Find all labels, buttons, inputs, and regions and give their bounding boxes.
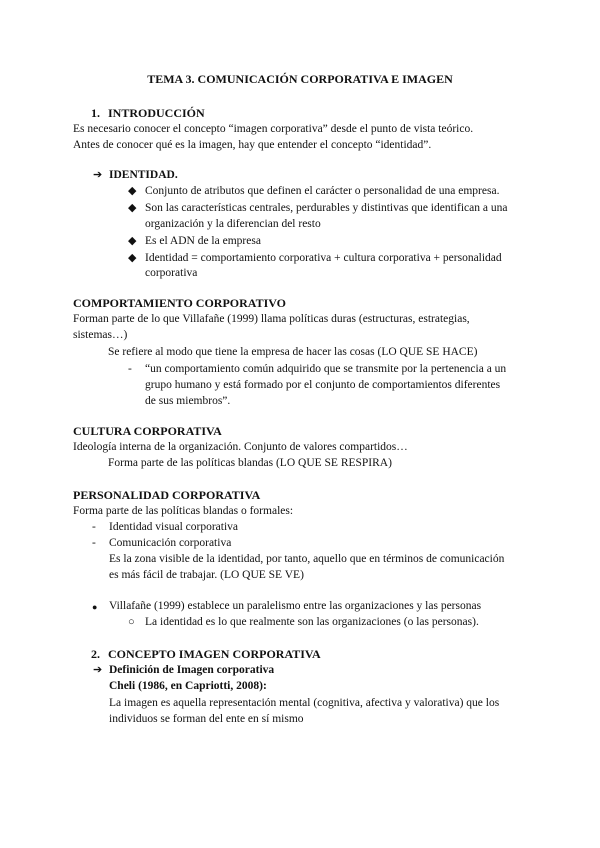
list-item: Conjunto de atributos que definen el carácter o personalidad de una empresa. — [145, 185, 500, 197]
list-item-continuation: organización y la diferencian del resto — [145, 218, 321, 230]
list-item: La identidad es lo que realmente son las organizaciones (o las personas). — [145, 616, 479, 628]
paragraph-line: Se refiere al modo que tiene la empresa de hacer las cosas (LO QUE SE HACE) — [108, 346, 478, 358]
arrow-bullet-icon: ➔ — [93, 169, 103, 181]
dash-bullet: - — [92, 521, 96, 533]
list-item: Villafañe (1999) establece un paralelismo entre las organizaciones y las personas — [109, 600, 482, 612]
arrow-bullet-icon: ➔ — [93, 664, 103, 676]
list-item-continuation: Es la zona visible de la identidad, por tanto, aquello que en términos de comunicación — [109, 553, 505, 565]
paragraph-line: La imagen es aquella representación mental (cognitiva, afectiva y valorativa) que los — [109, 697, 500, 709]
dash-bullet: - — [128, 363, 132, 375]
quote-line: de sus miembros”. — [145, 395, 231, 407]
quote-line: grupo humano y está formado por el conjunto de comportamientos diferentes — [145, 379, 501, 391]
section-number: 1. — [91, 106, 100, 120]
section-heading-introduccion: INTRODUCCIÓN — [108, 106, 205, 120]
definition-heading: Definición de Imagen corporativa — [109, 664, 275, 676]
list-item-continuation: corporativa — [145, 267, 198, 279]
diamond-bullet-icon: ◆ — [128, 235, 137, 247]
section-heading-concepto-imagen: CONCEPTO IMAGEN CORPORATIVA — [108, 647, 321, 661]
quote-line: “un comportamiento común adquirido que se transmite por la pertenencia a un — [145, 363, 507, 375]
heading-personalidad: PERSONALIDAD CORPORATIVA — [73, 488, 261, 502]
diamond-bullet-icon: ◆ — [128, 185, 137, 197]
diamond-bullet-icon: ◆ — [128, 252, 137, 264]
paragraph-line: Es necesario conocer el concepto “imagen corporativa” desde el punto de vista teórico. — [73, 123, 474, 135]
paragraph-line: Antes de conocer qué es la imagen, hay que entender el concepto “identidad”. — [73, 139, 432, 151]
list-item: Identidad = comportamiento corporativa + cultura corporativa + personalidad — [145, 252, 502, 264]
identidad-label: IDENTIDAD. — [109, 169, 178, 181]
heading-comportamiento: COMPORTAMIENTO CORPORATIVO — [73, 296, 287, 310]
dot-bullet-icon: ● — [92, 602, 98, 612]
diamond-bullet-icon: ◆ — [128, 202, 137, 214]
list-item: Es el ADN de la empresa — [145, 235, 261, 247]
circle-bullet-icon: ○ — [128, 616, 135, 628]
paragraph-line: sistemas…) — [73, 329, 128, 341]
paragraph-line: Forma parte de las políticas blandas o formales: — [73, 505, 294, 517]
paragraph-line: individuos se forman del ente en sí mismo — [109, 713, 304, 725]
list-item: Son las características centrales, perdurables y distintivas que identifican a una — [145, 202, 508, 214]
dash-bullet: - — [92, 537, 96, 549]
list-item-continuation: es más fácil de trabajar. (LO QUE SE VE) — [109, 569, 304, 581]
list-item: Comunicación corporativa — [109, 537, 232, 549]
heading-cultura: CULTURA CORPORATIVA — [73, 424, 222, 438]
citation: Cheli (1986, en Capriotti, 2008): — [109, 680, 267, 692]
section-number: 2. — [91, 647, 100, 661]
list-item: Identidad visual corporativa — [109, 521, 239, 533]
document-title: TEMA 3. COMUNICACIÓN CORPORATIVA E IMAGEN — [147, 72, 453, 86]
paragraph-line: Ideología interna de la organización. Conjunto de valores compartidos… — [73, 441, 408, 453]
paragraph-line: Forma parte de las políticas blandas (LO QUE SE RESPIRA) — [108, 457, 392, 469]
paragraph-line: Forman parte de lo que Villafañe (1999) llama políticas duras (estructuras, estrategias, — [73, 313, 470, 325]
